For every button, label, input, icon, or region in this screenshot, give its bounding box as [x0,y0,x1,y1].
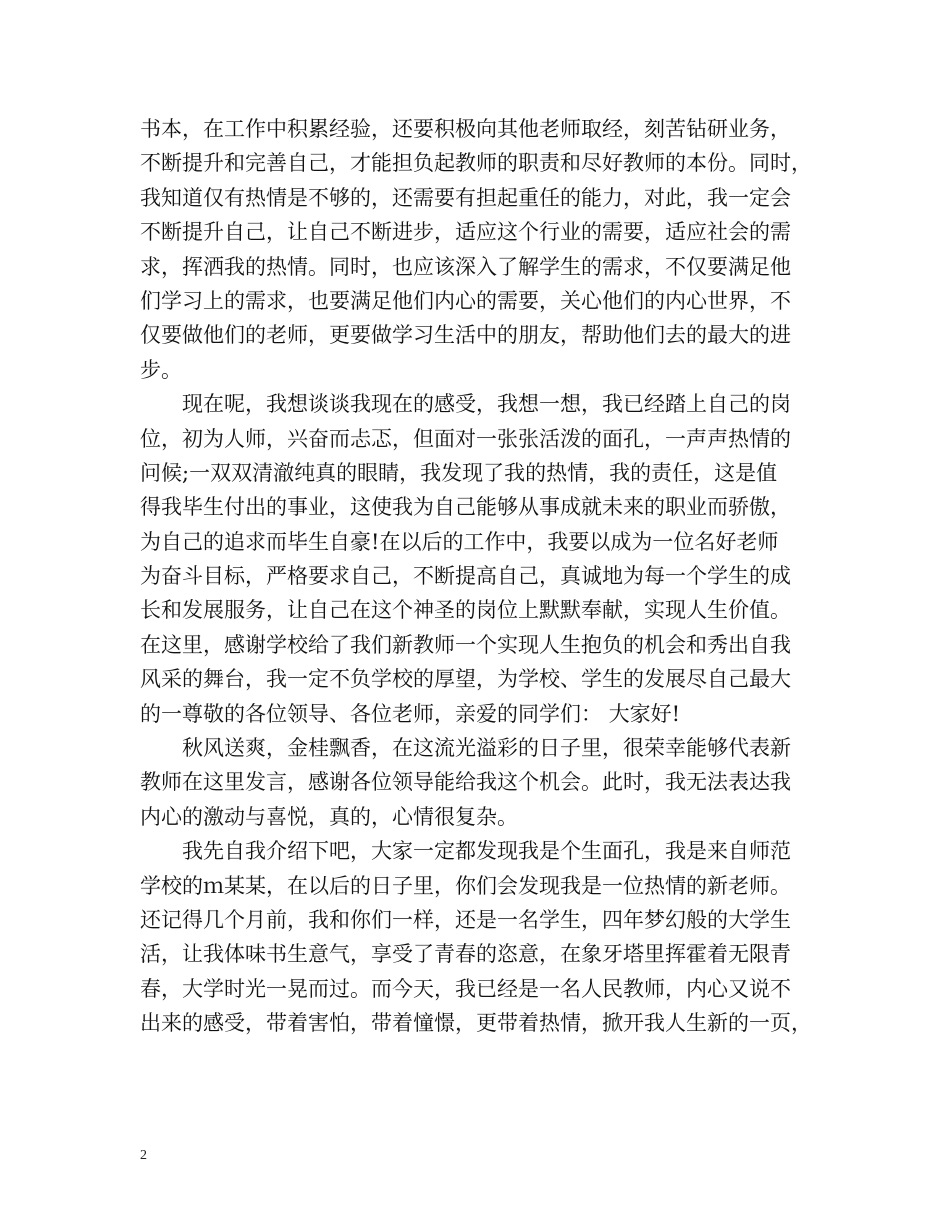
paragraph [140,731,820,834]
text-line: 活，让我体味书生意气，享受了青春的恣意，在象牙塔里挥霍着无限青 [140,942,791,967]
text-line: 在这里，感谢学校给了我们新教师一个实现人生抱负的机会和秀出自我 [140,632,791,657]
text-line: 不断提升和完善自己，才能担负起教师的职责和尽好教师的本份。同时， [140,151,812,176]
document-body [140,112,820,1041]
text-line: 长和发展服务，让自己在这个神圣的岗位上默默奉献，实现人生价值。 [140,598,791,623]
text-line: 书本，在工作中积累经验，还要积极向其他老师取经，刻苦钻研业务， [140,117,791,141]
text-line: 们学习上的需求，也要满足他们内心的需要，关心他们的内心世界，不 [140,288,791,313]
page-number: 2 [140,1148,147,1163]
text-line: 我先自我介绍下吧，大家一定都发现我是个生面孔，我是来自师范 [182,839,791,864]
paragraph [140,834,820,1040]
text-line: 得我毕生付出的事业，这使我为自己能够从事成就未来的职业而骄傲， [140,495,791,520]
text-line: 秋风送爽，金桂飘香，在这流光溢彩的日子里，很荣幸能够代表新 [182,736,791,761]
text-line: 出来的感受，带着害怕，带着憧憬，更带着热情，掀开我人生新的一页， [140,1011,812,1036]
paragraph [140,112,820,387]
text-line: 位，初为人师，兴奋而忐忑，但面对一张张活泼的面孔，一声声热情的 [140,426,791,451]
text-line: 不断提升自己，让自己不断进步，适应这个行业的需要，适应社会的需 [140,220,791,245]
text-line: 求，挥洒我的热情。同时，也应该深入了解学生的需求，不仅要满足他 [140,254,791,279]
text-line: 仅要做他们的老师，更要做学习生活中的朋友，帮助他们去的最大的进 [140,323,791,348]
text-line: 的一尊敬的各位领导、各位老师，亲爱的同学们： 大家好! [140,701,681,726]
text-line: 风采的舞台，我一定不负学校的厚望，为学校、学生的发展尽自己最大 [140,667,791,692]
text-line: 教师在这里发言，感谢各位领导能给我这个机会。此时，我无法表达我 [140,770,791,795]
text-line: 步。 [140,357,182,382]
text-line: 为自己的追求而毕生自豪!在以后的工作中，我要以成为一位名好老师 [140,529,779,554]
text-line: 学校的ｍ某某，在以后的日子里，你们会发现我是一位热情的新老师。 [140,873,791,898]
text-line: 为奋斗目标，严格要求自己，不断提高自己，真诚地为每一个学生的成 [140,564,791,589]
text-line: 问候;一双双清澈纯真的眼睛，我发现了我的热情，我的责任，这是值 [140,460,778,485]
text-line: 春，大学时光一晃而过。而今天，我已经是一名人民教师，内心又说不 [140,976,791,1001]
paragraph [140,387,820,731]
text-line: 现在呢，我想谈谈我现在的感受，我想一想，我已经踏上自己的岗 [182,392,791,417]
text-line: 还记得几个月前，我和你们一样，还是一名学生，四年梦幻般的大学生 [140,907,791,932]
text-line: 内心的激动与喜悦，真的，心情很复杂。 [140,804,518,829]
text-line: 我知道仅有热情是不够的，还需要有担起重任的能力，对此，我一定会 [140,185,791,210]
